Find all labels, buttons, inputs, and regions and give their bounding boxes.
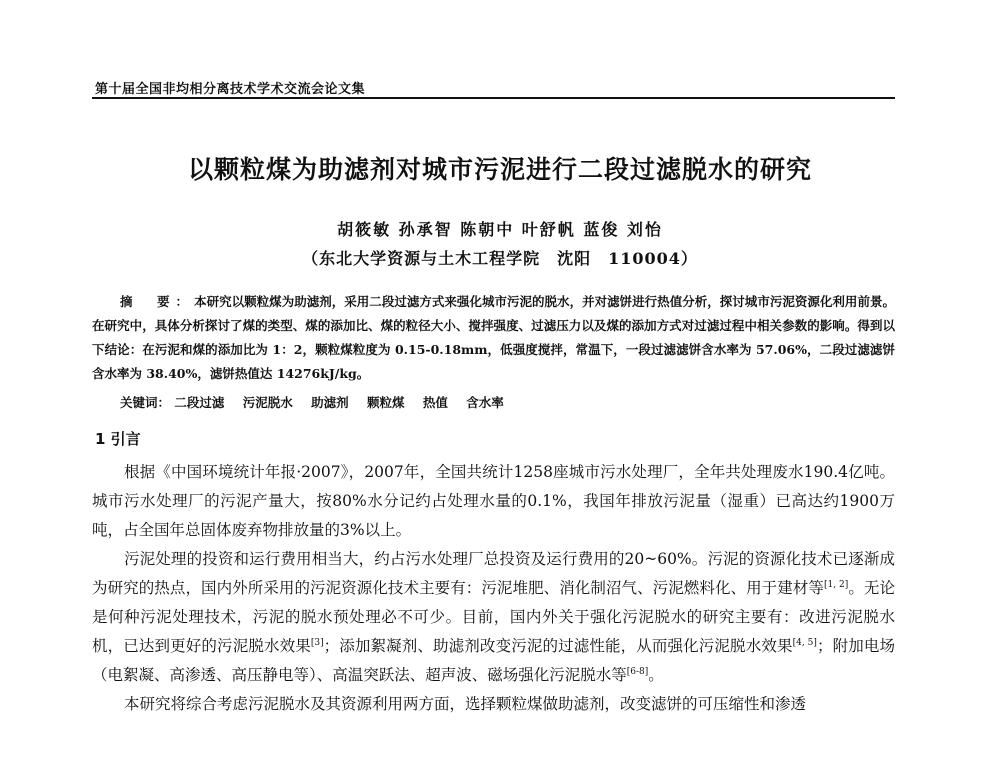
paragraph-text: ；添加絮凝剂、助滤剂改变污泥的过滤性能，从而强化污泥脱水效果 <box>323 637 793 655</box>
citation-ref: [6-8] <box>626 666 649 677</box>
header-rule <box>92 97 895 99</box>
abstract-text: 本研究以颗粒煤为助滤剂，采用二段过滤方式来强化城市污泥的脱水，并对滤饼进行热值分析，探讨城市污泥资源化利用前景。在研究中，具体分析探讨了煤的类型、煤的添加比、煤的粒径大小、搅拌强度、过滤压力以及煤的添加方式对过滤过程中相关参数的影响。得到以下结论：在污泥和煤的添加比为 1：2，颗粒煤粒度为 0.15-0.18mm，低强度搅拌，常温下，一段过滤滤饼含水率为 57.06%，二段过滤滤饼含水率为 38.40%，滤饼热值达 14276kJ/kg。 <box>92 294 895 381</box>
keywords <box>120 393 900 411</box>
keyword: 二段过滤 <box>174 395 225 410</box>
section-body <box>92 458 895 719</box>
paper-title: 以颗粒煤为助滤剂对城市污泥进行二段过滤脱水的研究 <box>187 155 812 184</box>
citation-ref: [1, 2] <box>823 579 849 590</box>
keyword: 热值 <box>422 395 448 410</box>
author-list: 胡筱敏 孙承智 陈朝中 叶舒帆 蓝俊 刘怡 <box>337 220 663 239</box>
keyword: 含水率 <box>466 395 504 410</box>
citation-ref: [3] <box>310 637 324 648</box>
paragraph-text: 污泥处理的投资和运行费用相当大，约占污水处理厂总投资及运行费用的20~60%。污泥的资源化技术已逐渐成为研究的热点，国内外所采用的污泥资源化技术主要有：污泥堆肥、消化制沼气、污泥燃料化、用于建材等 <box>92 550 895 597</box>
section-heading-introduction: 1 引言 <box>95 430 141 448</box>
keyword: 污泥脱水 <box>242 395 293 410</box>
abstract <box>92 290 895 386</box>
author-affiliation: （东北大学资源与土木工程学院 沈阳 110004） <box>302 249 698 268</box>
paragraph-text: ；附加电场（电絮凝、高渗透、高压静电等）、高温突跃法、超声波、磁场强化污泥脱水等 <box>92 637 895 684</box>
keyword: 助滤剂 <box>311 395 349 410</box>
paragraph-2 <box>92 545 895 690</box>
keywords-label: 关键词： <box>120 395 171 410</box>
abstract-label: 摘 要： <box>120 294 195 309</box>
paragraph-text: 。 <box>648 666 664 684</box>
paragraph-3: 本研究将综合考虑污泥脱水及其资源利用两方面，选择颗粒煤做助滤剂，改变滤饼的可压缩性和渗透 <box>124 695 807 713</box>
running-header: 第十届全国非均相分离技术学术交流会论文集 <box>95 82 366 97</box>
paragraph-1: 根据《中国环境统计年报·2007》，2007年，全国共统计1258座城市污水处理厂，全年共处理废水190.4亿吨。城市污水处理厂的污泥产量大，按80%水分记约占处理水量的0.1%，我国年排放污泥量（湿重）已高达约1900万吨，占全国年总固体废弃物排放量的3%以上。 <box>92 463 895 539</box>
citation-ref: [4, 5] <box>792 637 817 648</box>
keyword: 颗粒煤 <box>367 395 405 410</box>
paragraph-text: 。无论是何种污泥处理技术，污泥的脱水预处理必不可少。目前，国内外关于强化污泥脱水的研究主要有：改进污泥脱水机，已达到更好的污泥脱水效果 <box>92 579 895 655</box>
